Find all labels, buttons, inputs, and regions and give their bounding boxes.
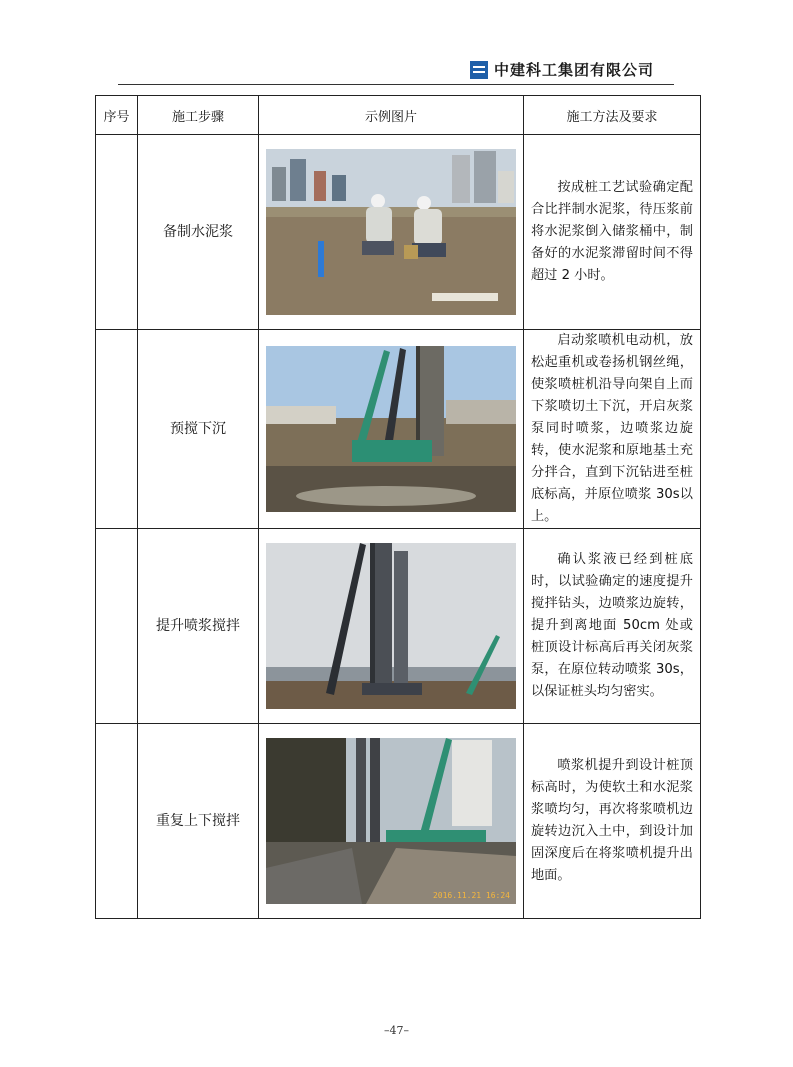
step-name-cell: [138, 724, 259, 919]
method-text: 喷浆机提升到设计桩顶标高时，为使软土和水泥浆浆喷均匀，再次将浆喷机边旋转边沉入土中，到设计加固深度后在将浆喷机提升出地面。: [531, 758, 693, 883]
step-name-cell: [138, 529, 259, 724]
method-text: 按成桩工艺试验确定配合比拌制水泥浆，待压浆前将水泥浆倒入储浆桶中，制备好的水泥浆滞留时间不得超过 2 小时。: [531, 180, 693, 283]
method-text: 确认浆液已经到桩底时，以试验确定的速度提升搅拌钻头，边喷浆边旋转，提升到离地面 50cm 处或桩顶设计标高后再关闭灰浆泵，在原位转动喷浆 30s，以保证桩头均匀密实。: [531, 552, 693, 699]
page-number: –47–: [384, 1024, 409, 1037]
header-divider: [118, 84, 674, 85]
photo-cell: [259, 724, 524, 919]
photo-timestamp: 2016.11.21 16:24: [432, 891, 510, 900]
method-cell: [524, 724, 701, 919]
method-cell: [524, 330, 701, 529]
column-header-step: 施工步骤: [138, 96, 259, 135]
workers-mixing-cement-photo: [266, 149, 516, 315]
row-index-cell: [96, 135, 138, 330]
auger-lifting-photo: [266, 543, 516, 709]
method-text: 启动浆喷机电动机，放松起重机或卷扬机钢丝绳，使浆喷桩机沿导向架自上而下浆喷切土下沉，开启灰浆泵同时喷浆，边喷浆边旋转，使水泥浆和原地基土充分拌合，直到下沉钻进至桩底标高，并原位喷浆 30s以上。: [531, 333, 693, 524]
method-cell: [524, 135, 701, 330]
pile-rig-sinking-photo: [266, 346, 516, 512]
column-header-index: 序号: [96, 96, 138, 135]
method-cell: [524, 529, 701, 724]
row-index-cell: [96, 330, 138, 529]
photo-cell: [259, 135, 524, 330]
company-logo-icon: [470, 61, 488, 79]
photo-cell: [259, 330, 524, 529]
column-header-method: 施工方法及要求: [524, 96, 701, 135]
photo-cell: [259, 529, 524, 724]
step-name: 预搅下沉: [170, 421, 226, 437]
step-name: 备制水泥浆: [163, 224, 233, 240]
step-name: 提升喷浆搅拌: [156, 618, 240, 634]
table-header-row: [96, 96, 701, 135]
step-name-cell: [138, 135, 259, 330]
construction-steps-table: [95, 95, 701, 919]
step-name: 重复上下搅拌: [156, 813, 240, 829]
company-name: 中建科工集团有限公司: [494, 61, 655, 79]
header-brand: [470, 59, 654, 80]
table-row: [96, 724, 701, 919]
column-header-photo: 示例图片: [259, 96, 524, 135]
step-name-cell: [138, 330, 259, 529]
row-index-cell: [96, 724, 138, 919]
repeat-mixing-site-photo: [266, 738, 516, 904]
table-row: [96, 529, 701, 724]
row-index-cell: [96, 529, 138, 724]
table-row: [96, 330, 701, 529]
table-row: [96, 135, 701, 330]
